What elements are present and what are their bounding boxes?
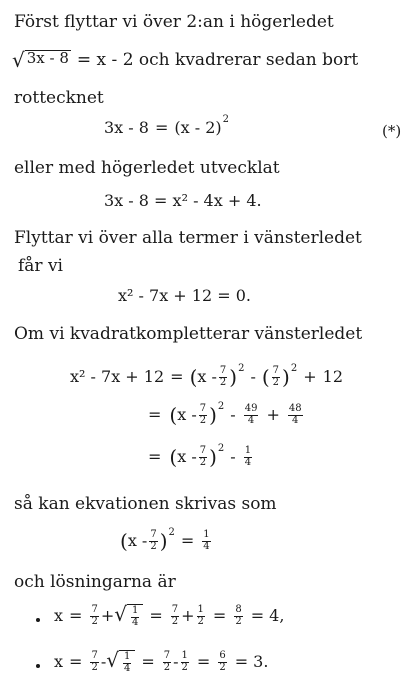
- minus-sign: -: [230, 405, 236, 424]
- result-4: = 4,: [250, 606, 285, 625]
- fraction-7-2: $\frac{7}{2}$: [171, 604, 179, 627]
- fraction-7-2: $\frac{7}{2}$: [163, 650, 171, 673]
- fraction-8-2: $\frac{8}{2}$: [235, 604, 242, 627]
- text-line-8: får vi: [18, 256, 63, 276]
- plus-sign: +: [266, 405, 280, 424]
- exponent: 2: [222, 114, 230, 125]
- equals-sign: =: [148, 405, 162, 424]
- square-root: √ $\frac{1}{4}$: [114, 604, 143, 628]
- x-minus: x -: [197, 367, 217, 386]
- plus-sign: +: [100, 606, 115, 625]
- completion-line-3: = ( x - $\frac{7}{2}$ ) 2 - $\frac{1}{4}$: [148, 443, 252, 469]
- text-line-16: och lösningarna är: [14, 572, 176, 592]
- equals-sign: =: [154, 118, 169, 137]
- fraction-1-2: $\frac{1}{2}$: [197, 604, 204, 627]
- fraction-1-2: $\frac{1}{2}$: [181, 650, 188, 673]
- text-line-10: Om vi kvadratkompletterar vänsterledet: [14, 324, 363, 344]
- equals-sign: =: [196, 652, 211, 671]
- text-line-14: så kan ekvationen skrivas som: [14, 494, 277, 514]
- exponent: 2: [238, 363, 245, 374]
- variable-x: x: [54, 652, 64, 671]
- plus-sign: +: [181, 606, 195, 625]
- exponent: 2: [290, 363, 298, 374]
- constant: 12: [322, 367, 343, 386]
- equals-sign: =: [180, 531, 195, 550]
- exponent: 2: [217, 401, 225, 412]
- text-line-7: Flyttar vi över alla termer i vänsterledet: [14, 228, 362, 248]
- minus-sign: -: [230, 447, 236, 466]
- fraction-7-2: $\frac{7}{2}$: [150, 529, 157, 552]
- solution-1: [54, 604, 284, 628]
- square-root: √ $\frac{1}{4}$: [106, 650, 135, 674]
- equals-sign: =: [141, 652, 155, 671]
- x-minus: x -: [177, 405, 197, 424]
- lhs: 3x - 8: [104, 118, 149, 137]
- text-line-2: = x - 2 och kvadrerar sedan bort: [76, 49, 359, 70]
- radicand: 3x - 8: [26, 49, 69, 67]
- fraction-7-2: $\frac{7}{2}$: [272, 365, 280, 388]
- equation-squared-form: ( x - $\frac{7}{2}$ ) 2 = $\frac{1}{4}$: [120, 527, 210, 553]
- completion-line-2: = ( x - $\frac{7}{2}$ ) 2 - $\frac{49}{4}$ + $\frac{48}{4}$: [148, 401, 302, 427]
- bullet-2: [36, 664, 40, 668]
- minus-sign: -: [250, 367, 256, 386]
- equals-sign: =: [212, 606, 227, 625]
- text-line-1: Först flyttar vi över 2:an i högerledet: [14, 12, 334, 32]
- fraction-7-2: $\frac{7}{2}$: [91, 650, 98, 673]
- square-root: √ 3x - 8: [12, 48, 69, 72]
- fraction-6-2: $\frac{6}{2}$: [219, 650, 226, 673]
- fraction-7-2: $\frac{7}{2}$: [91, 604, 98, 627]
- exponent: 2: [168, 527, 175, 538]
- equation-quadratic: x² - 7x + 12 = 0.: [118, 286, 251, 305]
- fraction-1-4: $\frac{1}{4}$: [203, 529, 210, 552]
- equation-tag: (*): [382, 122, 402, 140]
- text-line-5: eller med högerledet utvecklat: [14, 158, 280, 178]
- equals-sign: =: [148, 447, 162, 466]
- equals-sign: =: [149, 606, 163, 625]
- minus-sign: -: [100, 652, 107, 671]
- minus-sign: -: [173, 652, 179, 671]
- x-minus: x -: [177, 447, 197, 466]
- equals-sign: =: [69, 606, 83, 625]
- exponent: 2: [217, 443, 225, 454]
- result-3: = 3.: [234, 652, 269, 671]
- equation-root: [12, 50, 358, 70]
- fraction-7-2: $\frac{7}{2}$: [199, 403, 207, 426]
- variable-x: x: [54, 606, 64, 625]
- equals-sign: =: [170, 367, 184, 386]
- fraction-48-4: $\frac{48}{4}$: [288, 403, 302, 426]
- fraction-49-4: $\frac{49}{4}$: [244, 403, 258, 426]
- fraction-1-4: $\frac{1}{4}$: [244, 445, 252, 468]
- rhs: (x - 2): [174, 118, 222, 137]
- quadratic-lhs: x² - 7x + 12: [70, 367, 165, 386]
- equals-sign: =: [69, 652, 83, 671]
- plus-sign: +: [303, 367, 317, 386]
- x-minus: x -: [127, 531, 148, 550]
- equation-expanded: 3x - 8 = x² - 4x + 4.: [104, 191, 262, 210]
- solution-2: [54, 650, 268, 674]
- text-line-3: rottecknet: [14, 88, 104, 108]
- fraction-7-2: $\frac{7}{2}$: [199, 445, 207, 468]
- equation-squared: [104, 114, 230, 137]
- completion-line-1: x² - 7x + 12 = ( x - $\frac{7}{2}$ ) 2 - ( $\frac{7}{2}$ ) 2 + 12: [70, 363, 343, 389]
- fraction-7-2: $\frac{7}{2}$: [219, 365, 227, 388]
- bullet-1: [36, 618, 40, 622]
